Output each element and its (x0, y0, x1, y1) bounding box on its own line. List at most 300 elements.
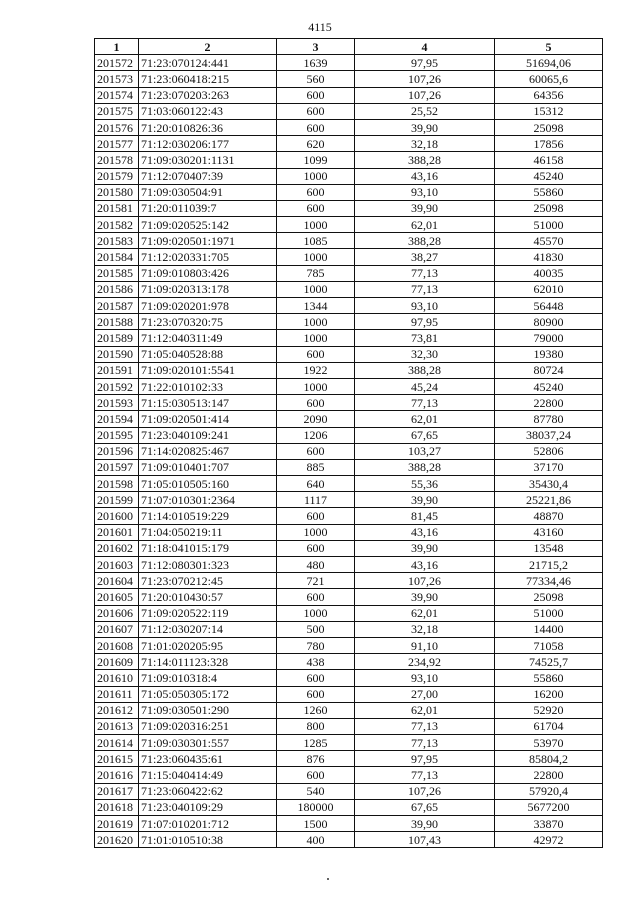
page-number: 4115 (308, 20, 332, 34)
table-row (95, 751, 603, 767)
cadastral-number-cell: 71:23:070320:75 (139, 314, 277, 330)
area-cell: 785 (277, 265, 355, 281)
row-number-cell: 201576 (95, 119, 139, 135)
rate-cell: 39,90 (355, 540, 495, 556)
cadastral-number-cell: 71:01:010510:38 (139, 832, 277, 848)
cadastral-number-cell: 71:09:010401:707 (139, 459, 277, 475)
rate-cell: 43,16 (355, 557, 495, 573)
area-cell: 1206 (277, 427, 355, 443)
value-cell: 87780 (495, 411, 603, 427)
row-number-cell: 201611 (95, 686, 139, 702)
cadastral-number-cell: 71:09:010318:4 (139, 670, 277, 686)
table-row (95, 702, 603, 718)
row-number-cell: 201578 (95, 152, 139, 168)
area-cell: 500 (277, 621, 355, 637)
area-cell: 1085 (277, 233, 355, 249)
table-row (95, 249, 603, 265)
rate-cell: 77,13 (355, 767, 495, 783)
value-cell: 33870 (495, 816, 603, 832)
area-cell: 600 (277, 184, 355, 200)
rate-cell: 107,26 (355, 87, 495, 103)
area-cell: 1639 (277, 55, 355, 71)
rate-cell: 45,24 (355, 378, 495, 394)
cadastral-number-cell: 71:09:020522:119 (139, 605, 277, 621)
cadastral-number-cell: 71:20:010826:36 (139, 119, 277, 135)
row-number-cell: 201588 (95, 314, 139, 330)
rate-cell: 388,28 (355, 362, 495, 378)
area-cell: 1099 (277, 152, 355, 168)
rate-cell: 77,13 (355, 718, 495, 734)
area-cell: 600 (277, 119, 355, 135)
value-cell: 40035 (495, 265, 603, 281)
rate-cell: 77,13 (355, 281, 495, 297)
row-number-cell: 201590 (95, 346, 139, 362)
value-cell: 19380 (495, 346, 603, 362)
cadastral-number-cell: 71:12:030206:177 (139, 136, 277, 152)
area-cell: 600 (277, 443, 355, 459)
table-row (95, 735, 603, 751)
rate-cell: 67,65 (355, 427, 495, 443)
area-cell: 540 (277, 783, 355, 799)
rate-cell: 39,90 (355, 200, 495, 216)
rate-cell: 32,30 (355, 346, 495, 362)
table-row (95, 589, 603, 605)
area-cell: 721 (277, 573, 355, 589)
area-cell: 1000 (277, 281, 355, 297)
rate-cell: 388,28 (355, 459, 495, 475)
cadastral-number-cell: 71:01:020205:95 (139, 637, 277, 653)
value-cell: 15312 (495, 103, 603, 119)
cadastral-number-cell: 71:20:010430:57 (139, 589, 277, 605)
row-number-cell: 201615 (95, 751, 139, 767)
value-cell: 77334,46 (495, 573, 603, 589)
rate-cell: 107,26 (355, 783, 495, 799)
value-cell: 52806 (495, 443, 603, 459)
row-number-cell: 201596 (95, 443, 139, 459)
cadastral-number-cell: 71:23:070124:441 (139, 55, 277, 71)
value-cell: 45240 (495, 378, 603, 394)
area-cell: 400 (277, 832, 355, 848)
cadastral-number-cell: 71:18:041015:179 (139, 540, 277, 556)
value-cell: 61704 (495, 718, 603, 734)
rate-cell: 107,26 (355, 573, 495, 589)
cadastral-number-cell: 71:09:030201:1131 (139, 152, 277, 168)
row-number-cell: 201579 (95, 168, 139, 184)
row-number-cell: 201577 (95, 136, 139, 152)
cadastral-number-cell: 71:09:020316:251 (139, 718, 277, 734)
rate-cell: 25,52 (355, 103, 495, 119)
rate-cell: 388,28 (355, 233, 495, 249)
table-row (95, 508, 603, 524)
value-cell: 22800 (495, 395, 603, 411)
value-cell: 13548 (495, 540, 603, 556)
row-number-cell: 201593 (95, 395, 139, 411)
value-cell: 21715,2 (495, 557, 603, 573)
row-number-cell: 201597 (95, 459, 139, 475)
cadastral-number-cell: 71:09:030301:557 (139, 735, 277, 751)
rate-cell: 97,95 (355, 751, 495, 767)
area-cell: 1922 (277, 362, 355, 378)
row-number-cell: 201604 (95, 573, 139, 589)
rate-cell: 93,10 (355, 184, 495, 200)
row-number-cell: 201585 (95, 265, 139, 281)
cadastral-number-cell: 71:12:070407:39 (139, 168, 277, 184)
value-cell: 64356 (495, 87, 603, 103)
rate-cell: 91,10 (355, 637, 495, 653)
cadastral-number-cell: 71:23:060435:61 (139, 751, 277, 767)
rate-cell: 107,26 (355, 71, 495, 87)
cadastral-number-cell: 71:12:080301:323 (139, 557, 277, 573)
row-number-cell: 201595 (95, 427, 139, 443)
cadastral-number-cell: 71:05:050305:172 (139, 686, 277, 702)
row-number-cell: 201572 (95, 55, 139, 71)
rate-cell: 39,90 (355, 492, 495, 508)
column-header-4: 4 (355, 39, 495, 55)
rate-cell: 67,65 (355, 799, 495, 815)
cadastral-number-cell: 71:23:060422:62 (139, 783, 277, 799)
table-row (95, 573, 603, 589)
cadastral-number-cell: 71:23:070212:45 (139, 573, 277, 589)
table-row (95, 330, 603, 346)
rate-cell: 93,10 (355, 298, 495, 314)
value-cell: 51694,06 (495, 55, 603, 71)
rate-cell: 62,01 (355, 605, 495, 621)
rate-cell: 55,36 (355, 476, 495, 492)
table-row (95, 233, 603, 249)
value-cell: 62010 (495, 281, 603, 297)
rate-cell: 97,95 (355, 55, 495, 71)
area-cell: 600 (277, 686, 355, 702)
row-number-cell: 201598 (95, 476, 139, 492)
row-number-cell: 201616 (95, 767, 139, 783)
rate-cell: 39,90 (355, 119, 495, 135)
rate-cell: 43,16 (355, 168, 495, 184)
table-row (95, 621, 603, 637)
area-cell: 600 (277, 103, 355, 119)
value-cell: 25098 (495, 200, 603, 216)
table-row (95, 71, 603, 87)
area-cell: 600 (277, 540, 355, 556)
value-cell: 51000 (495, 605, 603, 621)
area-cell: 600 (277, 589, 355, 605)
table-row (95, 411, 603, 427)
row-number-cell: 201602 (95, 540, 139, 556)
area-cell: 1344 (277, 298, 355, 314)
area-cell: 480 (277, 557, 355, 573)
area-cell: 1500 (277, 816, 355, 832)
row-number-cell: 201584 (95, 249, 139, 265)
area-cell: 1000 (277, 168, 355, 184)
row-number-cell: 201617 (95, 783, 139, 799)
row-number-cell: 201582 (95, 217, 139, 233)
table-row (95, 832, 603, 848)
rate-cell: 103,27 (355, 443, 495, 459)
area-cell: 2090 (277, 411, 355, 427)
column-header-5: 5 (495, 39, 603, 55)
row-number-cell: 201600 (95, 508, 139, 524)
area-cell: 1285 (277, 735, 355, 751)
row-number-cell: 201591 (95, 362, 139, 378)
value-cell: 37170 (495, 459, 603, 475)
table-row (95, 152, 603, 168)
row-number-cell: 201619 (95, 816, 139, 832)
table-row (95, 281, 603, 297)
row-number-cell: 201599 (95, 492, 139, 508)
cadastral-number-cell: 71:23:060418:215 (139, 71, 277, 87)
table-row (95, 55, 603, 71)
rate-cell: 234,92 (355, 654, 495, 670)
cadastral-number-cell: 71:14:011123:328 (139, 654, 277, 670)
value-cell: 71058 (495, 637, 603, 653)
table-row (95, 362, 603, 378)
rate-cell: 62,01 (355, 702, 495, 718)
area-cell: 800 (277, 718, 355, 734)
cadastral-number-cell: 71:14:020825:467 (139, 443, 277, 459)
row-number-cell: 201594 (95, 411, 139, 427)
area-cell: 1000 (277, 217, 355, 233)
area-cell: 180000 (277, 799, 355, 815)
area-cell: 1260 (277, 702, 355, 718)
value-cell: 57920,4 (495, 783, 603, 799)
table-row (95, 654, 603, 670)
area-cell: 600 (277, 200, 355, 216)
value-cell: 38037,24 (495, 427, 603, 443)
rate-cell: 73,81 (355, 330, 495, 346)
area-cell: 600 (277, 346, 355, 362)
table-row (95, 378, 603, 394)
area-cell: 620 (277, 136, 355, 152)
area-cell: 1000 (277, 524, 355, 540)
area-cell: 640 (277, 476, 355, 492)
row-number-cell: 201609 (95, 654, 139, 670)
row-number-cell: 201589 (95, 330, 139, 346)
rate-cell: 77,13 (355, 395, 495, 411)
value-cell: 80724 (495, 362, 603, 378)
rate-cell: 62,01 (355, 411, 495, 427)
cadastral-number-cell: 71:05:040528:88 (139, 346, 277, 362)
value-cell: 51000 (495, 217, 603, 233)
table-row (95, 767, 603, 783)
data-table (94, 38, 603, 848)
value-cell: 55860 (495, 184, 603, 200)
rate-cell: 39,90 (355, 589, 495, 605)
value-cell: 25098 (495, 589, 603, 605)
value-cell: 60065,6 (495, 71, 603, 87)
area-cell: 1117 (277, 492, 355, 508)
table-row (95, 314, 603, 330)
row-number-cell: 201612 (95, 702, 139, 718)
rate-cell: 107,43 (355, 832, 495, 848)
rate-cell: 32,18 (355, 621, 495, 637)
stray-mark (327, 878, 329, 880)
value-cell: 25221,86 (495, 492, 603, 508)
cadastral-number-cell: 71:09:030501:290 (139, 702, 277, 718)
row-number-cell: 201580 (95, 184, 139, 200)
row-number-cell: 201575 (95, 103, 139, 119)
cadastral-number-cell: 71:23:040109:241 (139, 427, 277, 443)
value-cell: 79000 (495, 330, 603, 346)
value-cell: 52920 (495, 702, 603, 718)
area-cell: 600 (277, 508, 355, 524)
area-cell: 1000 (277, 314, 355, 330)
row-number-cell: 201614 (95, 735, 139, 751)
table-row (95, 524, 603, 540)
rate-cell: 97,95 (355, 314, 495, 330)
cadastral-number-cell: 71:09:020501:1971 (139, 233, 277, 249)
row-number-cell: 201574 (95, 87, 139, 103)
cadastral-number-cell: 71:05:010505:160 (139, 476, 277, 492)
cadastral-number-cell: 71:07:010201:712 (139, 816, 277, 832)
area-cell: 1000 (277, 605, 355, 621)
area-cell: 600 (277, 670, 355, 686)
row-number-cell: 201603 (95, 557, 139, 573)
cadastral-number-cell: 71:09:020101:5541 (139, 362, 277, 378)
table-row (95, 265, 603, 281)
table-row (95, 459, 603, 475)
rate-cell: 77,13 (355, 735, 495, 751)
row-number-cell: 201605 (95, 589, 139, 605)
cadastral-number-cell: 71:12:030207:14 (139, 621, 277, 637)
rate-cell: 77,13 (355, 265, 495, 281)
table-row (95, 87, 603, 103)
cadastral-number-cell: 71:03:060122:43 (139, 103, 277, 119)
cadastral-number-cell: 71:20:011039:7 (139, 200, 277, 216)
value-cell: 74525,7 (495, 654, 603, 670)
cadastral-number-cell: 71:07:010301:2364 (139, 492, 277, 508)
rate-cell: 43,16 (355, 524, 495, 540)
value-cell: 43160 (495, 524, 603, 540)
table-row (95, 783, 603, 799)
value-cell: 42972 (495, 832, 603, 848)
value-cell: 46158 (495, 152, 603, 168)
value-cell: 56448 (495, 298, 603, 314)
table-row (95, 346, 603, 362)
cadastral-number-cell: 71:09:020501:414 (139, 411, 277, 427)
value-cell: 48870 (495, 508, 603, 524)
value-cell: 22800 (495, 767, 603, 783)
area-cell: 780 (277, 637, 355, 653)
table-row (95, 184, 603, 200)
table-row (95, 670, 603, 686)
table-row (95, 686, 603, 702)
value-cell: 45570 (495, 233, 603, 249)
area-cell: 600 (277, 767, 355, 783)
cadastral-number-cell: 71:12:020331:705 (139, 249, 277, 265)
value-cell: 53970 (495, 735, 603, 751)
area-cell: 600 (277, 87, 355, 103)
column-header-3: 3 (277, 39, 355, 55)
rate-cell: 62,01 (355, 217, 495, 233)
row-number-cell: 201608 (95, 637, 139, 653)
column-header-2: 2 (139, 39, 277, 55)
cadastral-number-cell: 71:09:030504:91 (139, 184, 277, 200)
row-number-cell: 201606 (95, 605, 139, 621)
value-cell: 45240 (495, 168, 603, 184)
area-cell: 560 (277, 71, 355, 87)
table-row (95, 557, 603, 573)
area-cell: 1000 (277, 378, 355, 394)
table-row (95, 492, 603, 508)
table-row (95, 427, 603, 443)
area-cell: 600 (277, 395, 355, 411)
value-cell: 17856 (495, 136, 603, 152)
table-row (95, 103, 603, 119)
cadastral-number-cell: 71:15:030513:147 (139, 395, 277, 411)
rate-cell: 81,45 (355, 508, 495, 524)
table-row (95, 476, 603, 492)
header-row (95, 39, 603, 55)
value-cell: 35430,4 (495, 476, 603, 492)
value-cell: 14400 (495, 621, 603, 637)
area-cell: 1000 (277, 249, 355, 265)
area-cell: 885 (277, 459, 355, 475)
value-cell: 25098 (495, 119, 603, 135)
cadastral-number-cell: 71:12:040311:49 (139, 330, 277, 346)
table-row (95, 799, 603, 815)
area-cell: 1000 (277, 330, 355, 346)
table-row (95, 119, 603, 135)
cadastral-number-cell: 71:09:020201:978 (139, 298, 277, 314)
table-row (95, 298, 603, 314)
row-number-cell: 201613 (95, 718, 139, 734)
row-number-cell: 201581 (95, 200, 139, 216)
cadastral-number-cell: 71:14:010519:229 (139, 508, 277, 524)
table-body (95, 55, 603, 848)
cadastral-number-cell: 71:09:020525:142 (139, 217, 277, 233)
row-number-cell: 201601 (95, 524, 139, 540)
table-row (95, 540, 603, 556)
row-number-cell: 201583 (95, 233, 139, 249)
cadastral-number-cell: 71:23:070203:263 (139, 87, 277, 103)
rate-cell: 32,18 (355, 136, 495, 152)
table-row (95, 816, 603, 832)
cadastral-number-cell: 71:04:050219:11 (139, 524, 277, 540)
value-cell: 5677200 (495, 799, 603, 815)
cadastral-number-cell: 71:15:040414:49 (139, 767, 277, 783)
rate-cell: 388,28 (355, 152, 495, 168)
cadastral-number-cell: 71:09:010803:426 (139, 265, 277, 281)
value-cell: 85804,2 (495, 751, 603, 767)
value-cell: 16200 (495, 686, 603, 702)
rate-cell: 39,90 (355, 816, 495, 832)
cadastral-number-cell: 71:22:010102:33 (139, 378, 277, 394)
area-cell: 438 (277, 654, 355, 670)
value-cell: 55860 (495, 670, 603, 686)
table-row (95, 605, 603, 621)
rate-cell: 27,00 (355, 686, 495, 702)
row-number-cell: 201573 (95, 71, 139, 87)
table-row (95, 395, 603, 411)
value-cell: 80900 (495, 314, 603, 330)
row-number-cell: 201620 (95, 832, 139, 848)
cadastral-number-cell: 71:09:020313:178 (139, 281, 277, 297)
row-number-cell: 201592 (95, 378, 139, 394)
table-row (95, 168, 603, 184)
row-number-cell: 201618 (95, 799, 139, 815)
row-number-cell: 201587 (95, 298, 139, 314)
table-row (95, 217, 603, 233)
table-row (95, 718, 603, 734)
area-cell: 876 (277, 751, 355, 767)
table-row (95, 637, 603, 653)
rate-cell: 93,10 (355, 670, 495, 686)
rate-cell: 38,27 (355, 249, 495, 265)
row-number-cell: 201610 (95, 670, 139, 686)
value-cell: 41830 (495, 249, 603, 265)
table-row (95, 136, 603, 152)
table-row (95, 200, 603, 216)
row-number-cell: 201586 (95, 281, 139, 297)
